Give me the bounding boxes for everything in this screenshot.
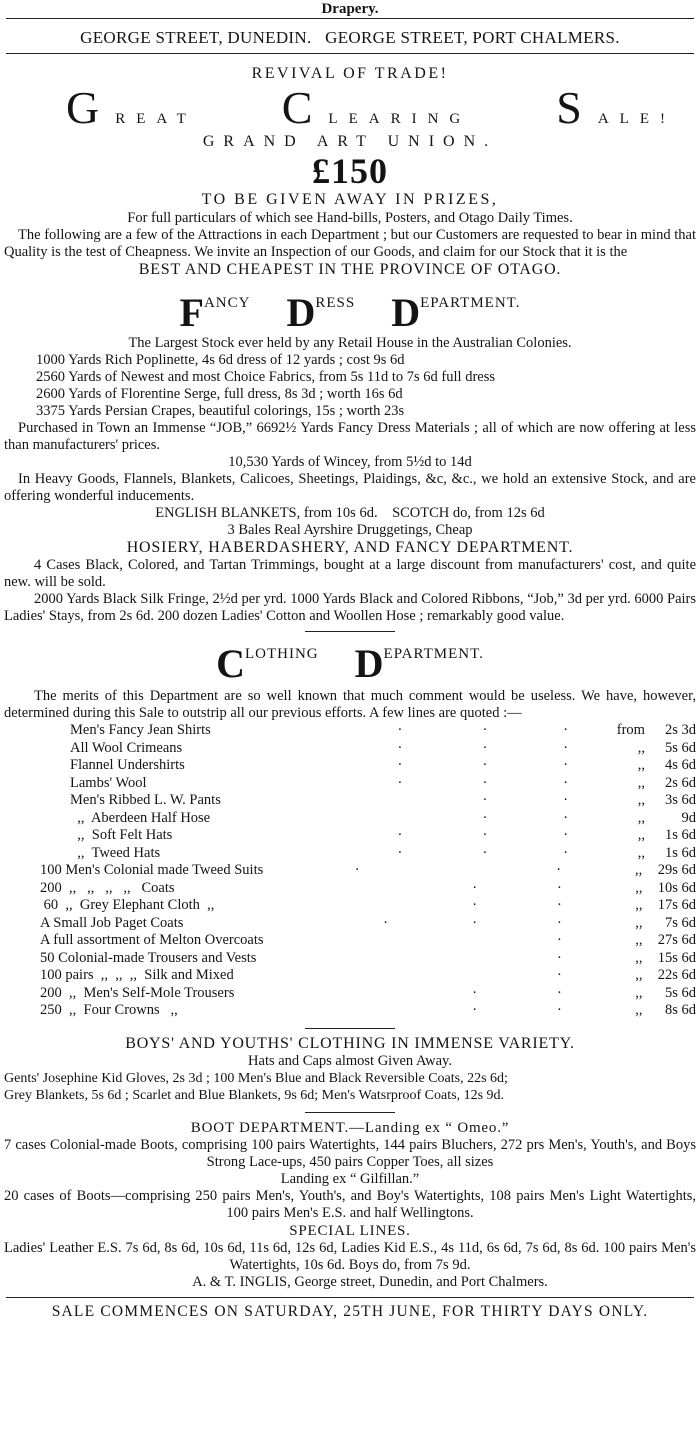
heading-word: D EPARTMENT. — [391, 290, 521, 335]
clearing-word: C LEARING — [281, 82, 472, 133]
seven-cases-text: 7 cases Colonial-made Boots, comprising 100 pairs Watertights, 144 pairs Bluchers, 272 prs Men's, Youth's, and Boys Strong Lace-ups, 450 pairs Copper Toes, all sizes — [4, 1136, 696, 1170]
gloves-text: Gents' Josephine Kid Gloves, 2s 3d ; 100 Men's Blue and Black Reversible Coats, 22s 6d; — [4, 1070, 508, 1086]
price-row: ,, Aberdeen Half Hose · · ,, 9d — [70, 809, 696, 826]
divider — [305, 631, 395, 632]
price-row: 50 Colonial-made Trousers and Vests · ,, 15s 6d — [40, 949, 696, 966]
heading-word: D EPARTMENT. — [354, 641, 484, 686]
blankets-text: ENGLISH BLANKETS, from 10s 6d. SCOTCH do, from 12s 6d — [155, 505, 545, 521]
price-row: ,, Soft Felt Hats · · · ,, 1s 6d — [70, 827, 696, 843]
hats-caps-text: Hats and Caps almost Given Away. — [248, 1052, 452, 1069]
largest-stock-text: The Largest Stock ever held by any Retail House in the Australian Colonies. — [128, 335, 572, 351]
fancy-line: 2600 Yards of Florentine Serge, full dress, 8s 3d ; worth 16s 6d — [36, 386, 403, 402]
price-row: 200 ,, Men's Self-Mole Trousers · · ,, 5s 6d — [40, 984, 696, 1001]
price-row: A full assortment of Melton Overcoats · ,, 27s 6d — [40, 932, 696, 948]
boot-department-heading: BOOT DEPARTMENT.—Landing ex “ Omeo.” — [190, 1119, 510, 1136]
art-union-heading: GRAND ART UNION. — [202, 133, 498, 150]
heading-word: D RESS — [286, 290, 356, 335]
fancy-dress-department-heading — [4, 289, 696, 335]
ladies-leather-text: Ladies' Leather E.S. 7s 6d, 8s 6d, 10s 6d, 11s 6d, 12s 6d, Ladies Kid E.S., 4s 11d, 6s 6d, 7s 6d, 8s 6d. 100 pairs Men's Watertights, 10s 6d. Boys do, from 7s 9d. — [4, 1239, 696, 1273]
wincey-text: 10,530 Yards of Wincey, from 5½d to 14d — [228, 454, 472, 470]
price-row: 100 pairs ,, ,, ,, Silk and Mixed · ,, 22s 6d — [40, 967, 696, 983]
great-word: G REAT — [66, 82, 197, 133]
price-row: A Small Job Paget Coats · · · ,, 7s 6d — [40, 914, 696, 931]
price-row: Lambs' Wool · · · ,, 2s 6d — [70, 774, 696, 791]
given-away-heading: TO BE GIVEN AWAY IN PRIZES, — [201, 191, 499, 208]
divider — [6, 1297, 694, 1298]
price-row: Flannel Undershirts · · · ,, 4s 6d — [70, 757, 696, 773]
revival-heading: REVIVAL OF TRADE! — [251, 65, 449, 82]
heading-word: F ANCY — [179, 290, 251, 335]
sale-commences-footer: SALE COMMENCES ON SATURDAY, 25TH JUNE, FOR THIRTY DAYS ONLY. — [51, 1302, 649, 1320]
clothing-intro-text: The merits of this Department are so well known that much comment would be useless. We have, however, determined during this Sale to outstrip all our previous efforts. A few lines are quoted :— — [4, 688, 696, 721]
price-row: 200 ,, ,, ,, ,, Coats · · ,, 10s 6d — [40, 879, 696, 896]
category-label: Drapery. — [321, 1, 379, 17]
heading-word: C LOTHING — [216, 641, 319, 686]
prize-amount: £150 — [312, 151, 388, 191]
price-row: Men's Fancy Jean Shirts · · · from 2s 3d — [70, 722, 696, 738]
druggetings-text: 3 Bales Real Ayrshire Druggetings, Cheap — [227, 522, 473, 538]
price-row: Men's Ribbed L. W. Pants · · ,, 3s 6d — [70, 792, 696, 808]
landing-text: Landing ex “ Gilfillan.” — [280, 1170, 420, 1187]
twenty-cases-text: 20 cases of Boots—comprising 250 pairs Men's, Youth's, and Boy's Watertights, 108 pairs Men's Light Watertights, 100 pairs Men's E.S. and half Wellingtons. — [4, 1187, 696, 1221]
heavy-goods-text: In Heavy Goods, Flannels, Blankets, Calicoes, Sheetings, Plaidings, &c, &c., we hold an extensive Stock, and are offering wonderful inducements. — [4, 471, 696, 504]
divider — [305, 1112, 395, 1113]
hosiery-heading: HOSIERY, HABERDASHERY, AND FANCY DEPARTMENT. — [126, 539, 574, 556]
divider — [6, 18, 694, 19]
price-row: ,, Tweed Hats · · · ,, 1s 6d — [70, 844, 696, 861]
clothing-department-heading — [4, 640, 696, 686]
price-row: 60 ,, Grey Elephant Cloth ,, · · ,, 17s 6d — [40, 897, 696, 913]
price-row: 100 Men's Colonial made Tweed Suits · · ,, 29s 6d — [40, 862, 697, 878]
price-row: 250 ,, Four Crowns ,, · · ,, 8s 6d — [40, 1002, 696, 1018]
great-clearing-sale-heading — [4, 82, 696, 133]
intro-text: The following are a few of the Attractions in each Department ; but our Customers are requested to bear in mind that Quality is the test of Cheapness. We invite an Inspection of our Goods, and claim for our Stock that it is the — [4, 227, 696, 260]
clothing-price-list — [4, 722, 696, 1020]
best-cheapest-heading: BEST AND CHEAPEST IN THE PROVINCE OF OTAGO. — [138, 261, 562, 278]
boys-clothing-heading: BOYS' AND YOUTHS' CLOTHING IN IMMENSE VARIETY. — [125, 1034, 575, 1052]
divider — [6, 53, 694, 54]
fancy-line: 2560 Yards of Newest and most Choice Fabrics, from 5s 11d to 7s 6d full dress — [36, 369, 495, 385]
trimmings-text: 4 Cases Black, Colored, and Tartan Trimmings, bought at a large discount from manufacturers' cost, and quite new. will be sold. — [4, 557, 696, 590]
grey-blankets-text: Grey Blankets, 5s 6d ; Scarlet and Blue Blankets, 9s 6d; Men's Watsrproof Coats, 12s 9d. — [4, 1087, 505, 1103]
special-lines-heading: SPECIAL LINES. — [289, 1222, 411, 1239]
particulars-text: For full particulars of which see Hand-bills, Posters, and Otago Daily Times. — [127, 210, 573, 226]
inglis-signature: A. & T. INGLIS, George street, Dunedin, and Port Chalmers. — [192, 1273, 548, 1290]
sale-word: S ALE! — [556, 82, 676, 133]
job-text: Purchased in Town an Immense “JOB,” 6692½ Yards Fancy Dress Materials ; all of which are now offering at less than manufacturers' prices. — [4, 420, 696, 453]
fringe-text: 2000 Yards Black Silk Fringe, 2½d per yrd. 1000 Yards Black and Colored Ribbons, “Job,” 3d per yrd. 6000 Pairs Ladies' Stays, from 2s 6d. 200 dozen Ladies' Cotton and Woollen Hose ; remarkably good value. — [4, 591, 696, 624]
price-row: All Wool Crimeans · · · ,, 5s 6d — [70, 739, 696, 756]
fancy-line: 3375 Yards Persian Crapes, beautiful colorings, 15s ; worth 23s — [36, 403, 405, 419]
divider — [305, 1028, 395, 1029]
streets-heading: GEORGE STREET, DUNEDIN. GEORGE STREET, PORT CHALMERS. — [80, 28, 620, 47]
fancy-line: 1000 Yards Rich Poplinette, 4s 6d dress of 12 yards ; cost 9s 6d — [36, 352, 405, 368]
